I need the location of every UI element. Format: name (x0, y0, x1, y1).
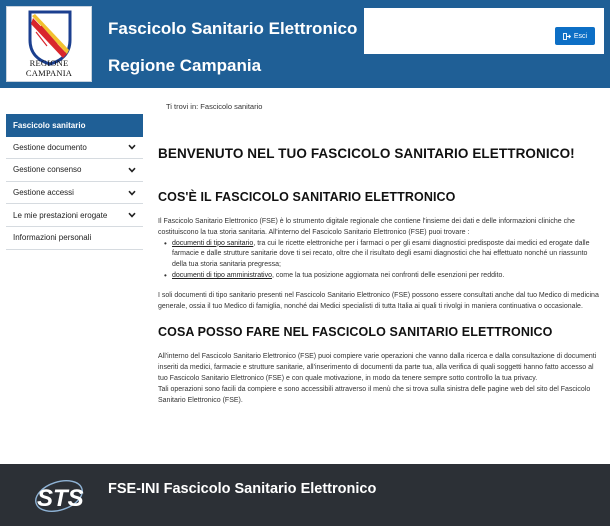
site-title: Fascicolo Sanitario Elettronico (108, 19, 358, 38)
sidebar-menu (6, 114, 143, 250)
document-types-list (158, 239, 604, 282)
logo-text: REGIONE CAMPANIA (25, 58, 73, 78)
section1-paragraph: I soli documenti di tipo sanitario presenti nel Fascicolo Sanitario Elettronico (FSE) possono essere consultati anche dal tuo Medico di medicina generale, ossia il tuo Medico di famiglia, nonché dai Medici specialisti di tutta Italia ai quali ti rivolgi in maniera continuativa o occasionale. (158, 291, 599, 310)
link-documenti-amministrativi[interactable]: documenti di tipo amministrativo (172, 271, 272, 279)
chevron-down-icon (128, 190, 136, 196)
list-item (158, 271, 604, 282)
sidebar-item-label: Gestione documento (13, 142, 87, 152)
link-documenti-sanitari[interactable]: documenti di tipo sanitario (172, 239, 254, 247)
section2-paragraph: All'interno del Fascicolo Sanitario Elettronico (FSE) puoi compiere varie operazioni che vanno dalla ricerca e dalla consultazione di documenti inseriti da medici, farmacie e strutture sanitarie, all'inserimento di documenti da parte tua, alla verifica di quali soggetti hanno fatto accesso al tuo Fascicolo Sanitario Elettronico (FSE) e con quale motivazione, in modo da tenere sempre sotto controllo la tua privacy. (158, 353, 597, 382)
sidebar-item-prestazioni-erogate[interactable] (6, 204, 143, 227)
chevron-down-icon (128, 144, 136, 150)
header (0, 0, 610, 88)
list-item-text: , tra cui le ricette elettroniche per i farmaci o per gli esami diagnostici predisposte dai medici ed erogate dalle farmacie e dalle strutture sanitarie dove ti sei recato, oltre che il risultato degli esami diagnostici che hai effettuato nonché un riassunto della tua storia sanitaria pregressa; (172, 239, 590, 269)
section-title-cosa-posso-fare: COSA POSSO FARE NEL FASCICOLO SANITARIO ELETTRONICO (158, 325, 553, 340)
sts-logo-text: STS (37, 485, 84, 512)
sts-logo (32, 472, 86, 518)
list-item (158, 239, 604, 271)
page-title: BENVENUTO NEL TUO FASCICOLO SANITARIO ELETTRONICO! (158, 146, 575, 161)
breadcrumb: Ti trovi in: Fascicolo sanitario (166, 102, 263, 111)
regione-campania-logo[interactable] (6, 6, 92, 82)
section-title-cos-e: COS'È IL FASCICOLO SANITARIO ELETTRONICO (158, 190, 456, 204)
exit-button-label: Esci (573, 32, 588, 40)
sidebar-item-label: Fascicolo sanitario (13, 120, 86, 130)
main-content (158, 146, 604, 406)
exit-button[interactable] (555, 27, 595, 45)
sidebar-item-gestione-documento[interactable] (6, 137, 143, 160)
sidebar-item-label: Le mie prestazioni erogate (13, 210, 108, 220)
chevron-down-icon (128, 167, 136, 173)
sidebar-item-gestione-accessi[interactable] (6, 182, 143, 205)
sidebar-item-label: Informazioni personali (13, 233, 92, 243)
sidebar-item-informazioni-personali[interactable] (6, 227, 143, 250)
sidebar-item-label: Gestione consenso (13, 165, 82, 175)
sidebar-item-gestione-consenso[interactable] (6, 159, 143, 182)
footer-title: FSE-INI Fascicolo Sanitario Elettronico (108, 481, 377, 497)
sidebar-item-label: Gestione accessi (13, 188, 74, 198)
list-item-text: , come la tua posizione aggiornata nei confronti delle esenzioni per reddito. (272, 271, 505, 279)
chevron-down-icon (128, 212, 136, 218)
site-subtitle: Regione Campania (108, 56, 262, 75)
section2-paragraph-2: Tali operazioni sono facili da compiere e sono accessibili attraverso il menù che si trova sulla sinistra delle pagine web del sito del Fascicolo Sanitario Elettronico (FSE). (158, 385, 591, 404)
sign-out-icon (563, 33, 571, 40)
section1-intro: Il Fascicolo Sanitario Elettronico (FSE) è lo strumento digitale regionale che contiene l'insieme dei dati e delle informazioni cliniche che costituiscono la tua storia sanitaria. All'interno del Fascicolo Sanitario Elettronico (FSE) puoi trovare : (158, 218, 575, 236)
sidebar-item-fascicolo-sanitario[interactable] (6, 114, 143, 137)
